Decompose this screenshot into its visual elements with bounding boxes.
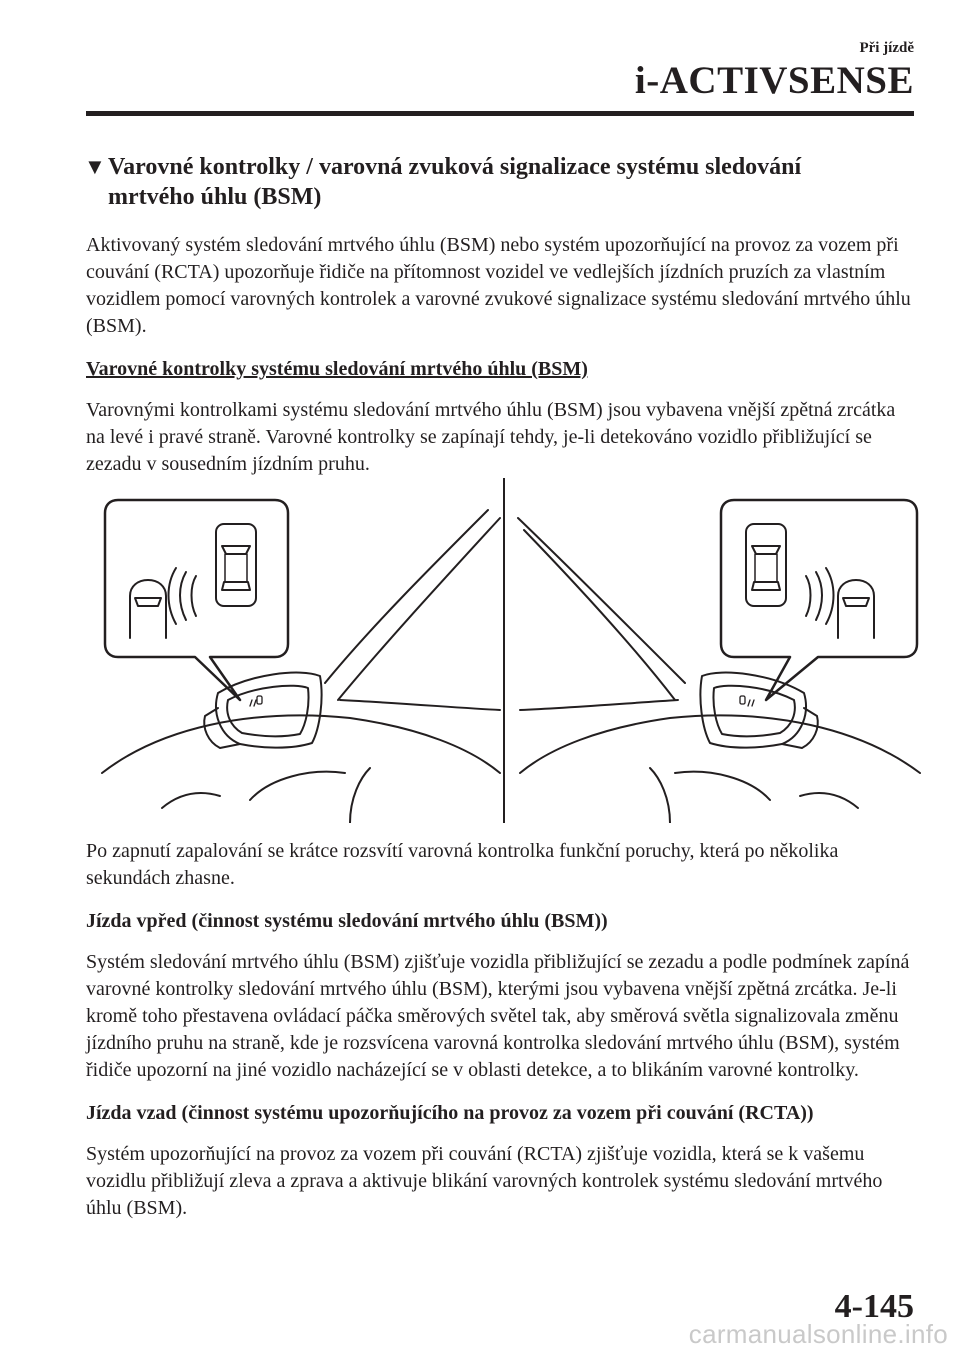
header-title: i-ACTIVSENSE [634, 59, 914, 102]
header-section-label: Při jízdě [859, 40, 914, 56]
left-mirror-scene [102, 500, 500, 823]
forward-paragraph: Systém sledování mrtvého úhlu (BSM) zjišťuje vozidla přibližující se zezadu a podle podmínek zapíná varovné kontrolky sledování mrtvého úhlu (BSM), kterými jsou vybavena vnější zpětná zrcátka. Je-li kromě toho přestavena ovládací páčka směrových světel tak, aby směrová světla signalizovala změnu jízdního pruhu na straně, kde je rozsvícena varovná kontrolka sledování mrtvého úhlu (BSM), systém řidiče upozorní na jiné vozidlo nacházející se v oblasti detekce, a to blikáním varovné kontrolky. [86, 951, 910, 1081]
forward-heading: Jízda vpřed (činnost systému sledování mrtvého úhlu (BSM)) [86, 910, 608, 932]
bsm-mirror-illustration [100, 478, 922, 823]
header-rule [86, 111, 914, 116]
triangle-bullet-icon: ▼ [84, 154, 106, 179]
intro-paragraph: Aktivovaný systém sledování mrtvého úhlu (BSM) nebo systém upozorňující na provoz za vozem při couvání (RCTA) upozorňuje řidiče na přítomnost vozidel ve vedlejších jízdních pruzích za vlastním vozidlem pomocí varovných kontrolek a varovné zvukové signalizace systému sledování mrtvého úhlu (BSM). [86, 234, 911, 337]
page-number: 4-145 [834, 1288, 914, 1325]
right-mirror-scene [518, 500, 920, 823]
malfunction-paragraph: Po zapnutí zapalování se krátce rozsvítí varovná kontrolka funkční poruchy, která po několika sekundách zhasne. [86, 840, 839, 889]
section-heading [86, 152, 916, 212]
reverse-paragraph: Systém upozorňující na provoz za vozem při couvání (RCTA) zjišťuje vozidla, která se k vašemu vozidlu přibližují zleva a zprava a aktivuje blikání varovných kontrolek systému sledování mrtvého úhlu (BSM). [86, 1143, 883, 1219]
main-content [86, 152, 916, 494]
section-heading-line1: Varovné kontrolky / varovná zvuková signalizace systému sledování [108, 154, 802, 180]
indicators-paragraph: Varovnými kontrolkami systému sledování mrtvého úhlu (BSM) jsou vybavena vnější zpětná zrcátka na levé i pravé straně. Varovné kontrolky se zapínají tehdy, je-li detekováno vozidlo přibližující se zezadu v sousedním jízdním pruhu. [86, 399, 896, 475]
watermark[interactable]: carmanualsonline.info [688, 1319, 948, 1349]
indicators-subheading: Varovné kontrolky systému sledování mrtvého úhlu (BSM) [86, 358, 588, 380]
after-figure-content [86, 838, 916, 1238]
section-heading-line2: mrtvého úhlu (BSM) [108, 184, 322, 210]
reverse-heading: Jízda vzad (činnost systému upozorňujícího na provoz za vozem při couvání (RCTA)) [86, 1102, 814, 1124]
